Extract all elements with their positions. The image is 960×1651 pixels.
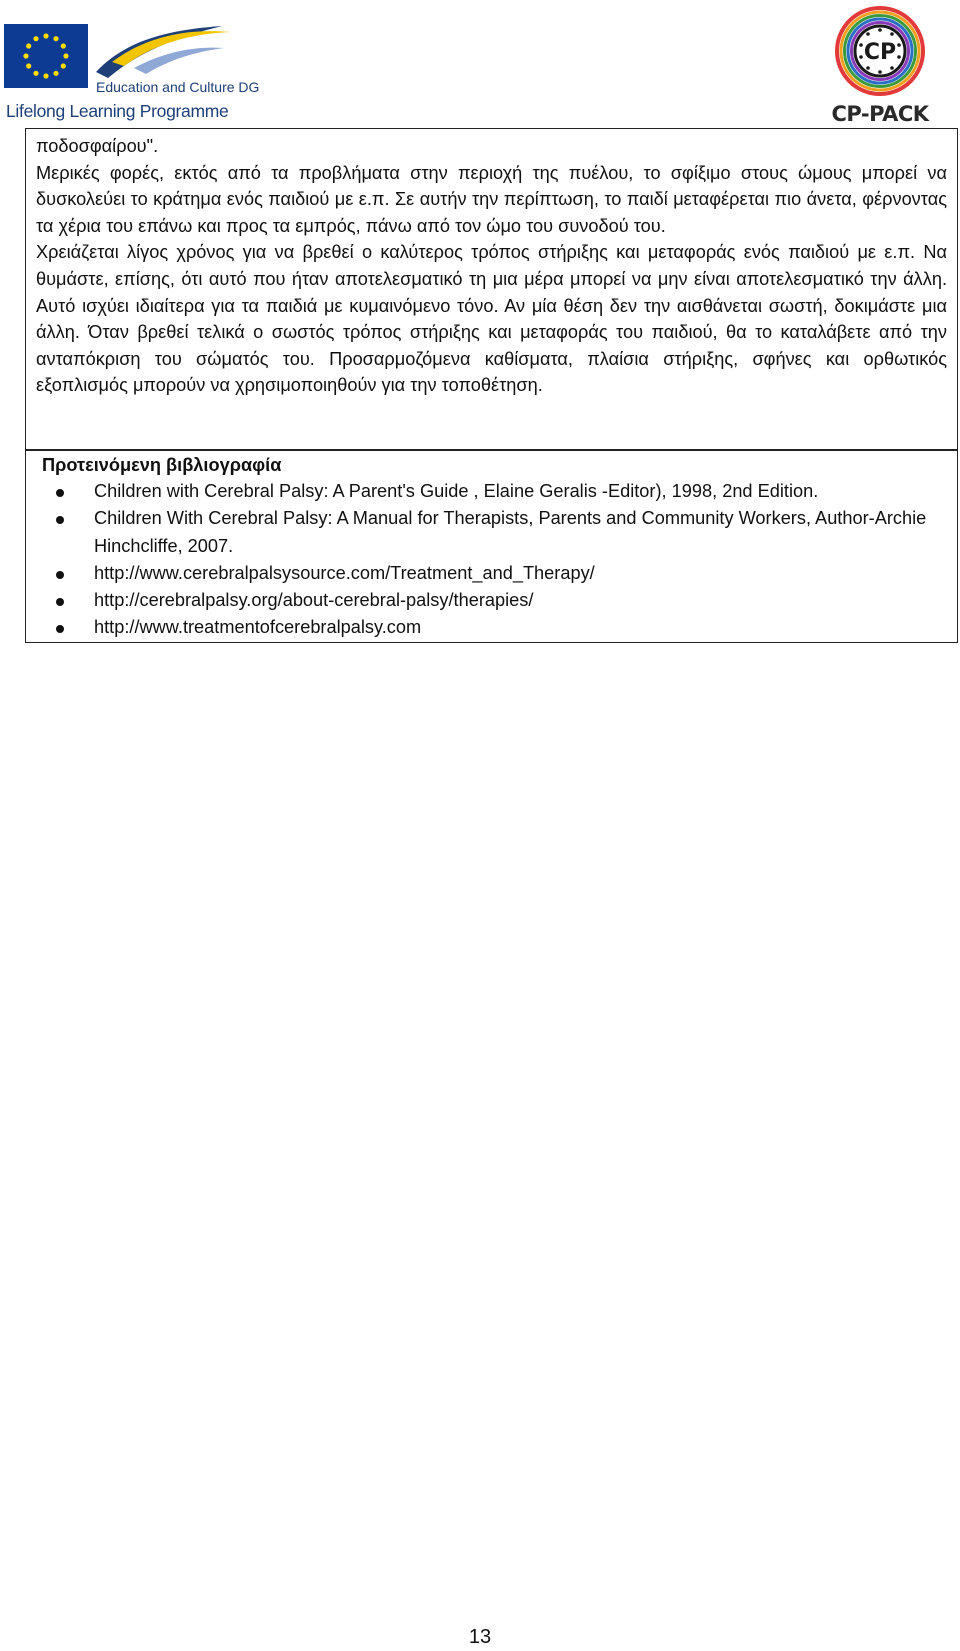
page-number: 13 [468,1626,492,1648]
list-item [42,587,947,614]
bullet-icon [56,625,64,633]
bullet-icon [56,571,64,579]
reference-link[interactable]: http://www.treatmentofcerebralpalsy.com [94,617,422,638]
list-item [42,560,947,587]
text-box [25,128,958,451]
bibliography-list [42,478,947,642]
cp-inner-label: CP [863,40,897,65]
paragraph: ποδοσφαίρου". [36,136,159,156]
list-item [42,614,947,641]
bullet-icon [56,598,64,606]
cp-pack-logo [825,4,935,126]
list-item [42,478,947,505]
reference-text: Children With Cerebral Palsy: A Manual for Therapists, Parents and Community Workers, Author-Archie Hinchcliffe, 2007. [94,508,927,556]
reference-link[interactable]: http://cerebralpalsy.org/about-cerebral-palsy/therapies/ [94,590,534,611]
bibliography-title: Προτεινόμενη βιβλιογραφία [42,455,282,475]
education-swoosh-icon [94,22,234,82]
lifelong-learning-label: Lifelong Learning Programme [6,101,229,121]
reference-text: Children with Cerebral Palsy: A Parent's Guide , Elaine Geralis -Editor), 1998, 2nd Edition. [94,481,819,501]
education-culture-label: Education and Culture DG [96,79,260,95]
cp-pack-label: CP-PACK [831,102,929,126]
eu-flag-icon [4,24,88,88]
list-item [42,505,947,560]
cp-circle-icon [825,4,935,102]
reference-link[interactable]: http://www.cerebralpalsysource.com/Treatment_and_Therapy/ [94,562,595,583]
bibliography-box [25,449,958,643]
paragraph: Μερικές φορές, εκτός από τα προβλήματα στην περιοχή της πυέλου, το σφίξιμο στους ώμους μπορεί να δυσκολεύει το κράτημα ενός παιδιού με ε.π. Σε αυτήν την περίπτωση, το παιδί μεταφέρεται πιο άνετα, φέρνοντας τα χέρια του επάνω και προς τα εμπρός, πάνω από τον ώμο του συνοδού του. [36,162,947,236]
paragraph: Χρειάζεται λίγος χρόνος για να βρεθεί ο καλύτερος τρόπος στήριξης και μεταφοράς ενός παιδιού με ε.π. Να θυμάστε, επίσης, ότι αυτό που ήταν αποτελεσματικό τη μια μέρα μπορεί να μην είναι αποτελεσματικό την άλλη. Αυτό ισχύει ιδιαίτερα για τα παιδιά με κυμαινόμενο τόνο. Αν μία θέση δεν την αισθάνεται σωστή, δοκιμάστε μια άλλη. Όταν βρεθεί τελικά ο σωστός τρόπος στήριξης και μεταφοράς του παιδιού, θα το καταλάβετε από την ανταπόκριση του σώματός του. Προσαρμοζόμενα καθίσματα, πλαίσια στήριξης, σφήνες και ορθωτικός εξοπλισμός μπορούν να χρησιμοποιηθούν για την τοποθέτηση. [36,242,947,396]
bullet-icon [56,489,64,497]
bullet-icon [56,516,64,524]
eu-lifelong-learning-logo [4,22,260,122]
